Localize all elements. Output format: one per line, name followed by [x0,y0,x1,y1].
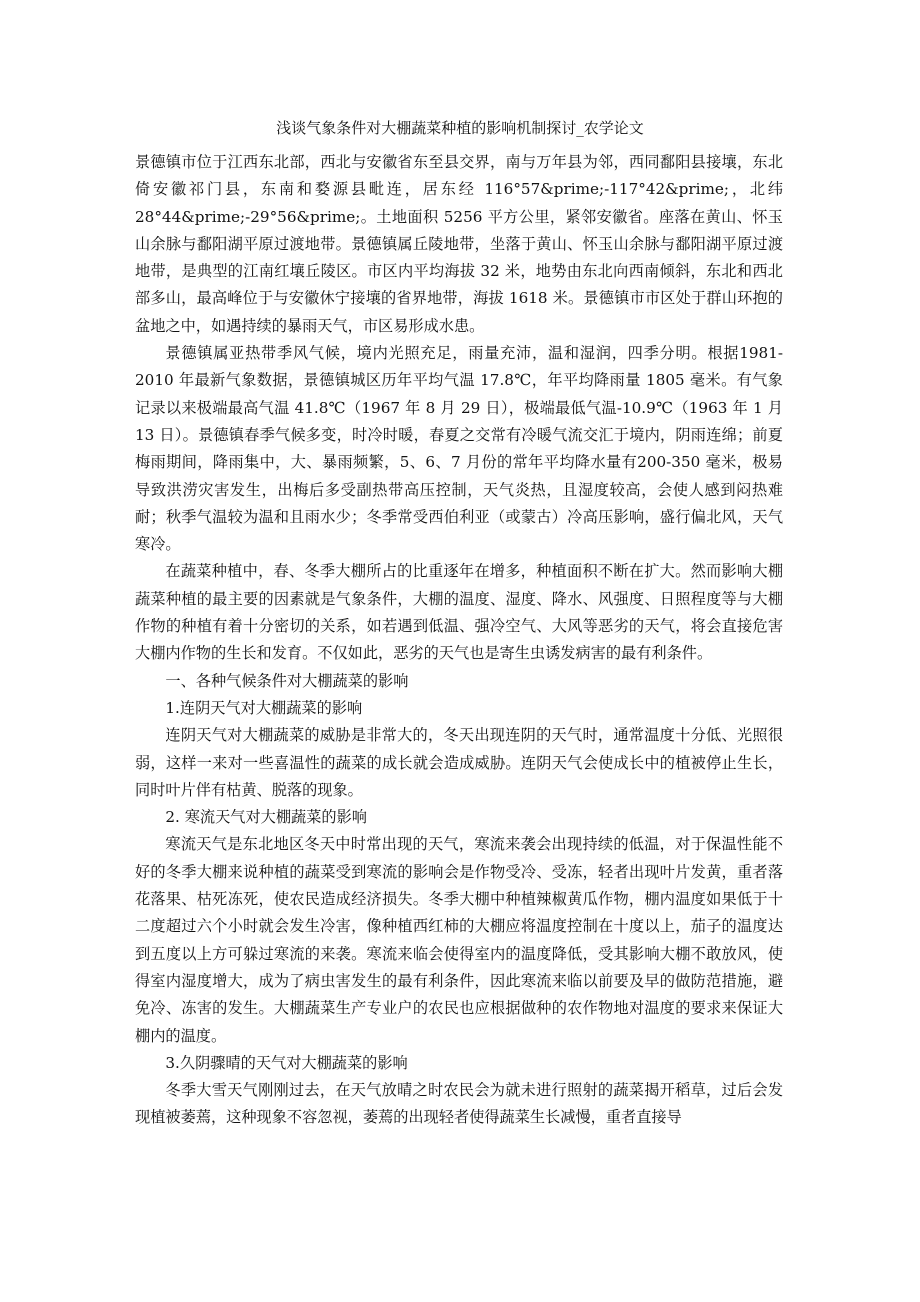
body-paragraph: 冬季大雪天气刚刚过去，在天气放晴之时农民会为就未进行照射的蔬菜揭开稻草，过后会发现植被萎蔫，这种现象不容忽视，萎蔫的出现轻者使得蔬菜生长减慢，重者直接导 [135,1081,783,1127]
body-paragraph: 3.久阴骤晴的天气对大棚蔬菜的影响 [165,1053,408,1072]
document-body [135,149,783,1132]
body-paragraph: 景德镇属亚热带季风气候，境内光照充足，雨量充沛，温和湿润，四季分明。根据1981-2010 年最新气象数据，景德镇城区历年平均气温 17.8℃，年平均降雨量 1805 毫米。有气象记录以来极端最高气温 41.8℃（1967 年 8 月 29 日），极端最低气温-10.9℃（1963 年 1 月 13 日）。景德镇春季气候多变，时冷时暖，春夏之交常有冷暖气流交汇于境内，阴雨连绵；前夏梅雨期间，降雨集中，大、暴雨频繁，5、6、7 月份的常年平均降水量有200-350 毫米，极易导致洪涝灾害发生，出梅后多受副热带高压控制，天气炎热，且湿度较高，会使人感到闷热难耐；秋季气温较为温和且雨水少；冬季常受西伯利亚（或蒙古）冷高压影响，盛行偏北风，天气寒冷。 [135,344,783,554]
body-paragraph: 连阴天气对大棚蔬菜的威胁是非常大的，冬天出现连阴的天气时，通常温度十分低、光照很弱，这样一来对一些喜温性的蔬菜的成长就会造成威胁。连阴天气会使成长中的植被停止生长，同时叶片伴有枯黄、脱落的现象。 [135,726,783,799]
body-paragraph: 一、各种气候条件对大棚蔬菜的影响 [165,671,409,690]
body-paragraph: 在蔬菜种植中，春、冬季大棚所占的比重逐年在增多，种植面积不断在扩大。然而影响大棚蔬菜种植的最主要的因素就是气象条件，大棚的温度、湿度、降水、风强度、日照程度等与大棚作物的种植有着十分密切的关系，如若遇到低温、强冷空气、大风等恶劣的天气，将会直接危害大棚内作物的生长和发育。不仅如此，恶劣的天气也是寄生虫诱发病害的最有利条件。 [135,562,783,663]
document-title: 浅谈气象条件对大棚蔬菜种植的影响机制探讨_农学论文 [276,119,644,137]
body-paragraph: 2. 寒流天气对大棚蔬菜的影响 [165,808,367,827]
body-paragraph: 景德镇市位于江西东北部，西北与安徽省东至县交界，南与万年县为邻，西同鄱阳县接壤，东北倚安徽祁门县，东南和婺源县毗连，居东经 116°57&prime;-117°42&prime;，北纬 28°44&prime;-29°56&prime;。土地面积 5256 平方公里，紧邻安徽省。座落在黄山、怀玉山余脉与鄱阳湖平原过渡地带。景德镇属丘陵地带，坐落于黄山、怀玉山余脉与鄱阳湖平原过渡地带，是典型的江南红壤丘陵区。市区内平均海拔 32 米，地势由东北向西南倾斜，东北和西北部多山，最高峰位于与安徽休宁接壤的省界地带，海拔 1618 米。景德镇市市区处于群山环抱的盆地之中，如遇持续的暴雨天气，市区易形成水患。 [135,153,783,335]
body-paragraph: 1.连阴天气对大棚蔬菜的影响 [165,698,363,717]
body-paragraph: 寒流天气是东北地区冬天中时常出现的天气，寒流来袭会出现持续的低温，对于保温性能不好的冬季大棚来说种植的蔬菜受到寒流的影响会是作物受冷、受冻，轻者出现叶片发黄，重者落花落果、枯死冻死，使农民造成经济损失。冬季大棚中种植辣椒黄瓜作物，棚内温度如果低于十二度超过六个小时就会发生冷害，像种植西红柿的大棚应将温度控制在十度以上，茄子的温度达到五度以上方可躲过寒流的来袭。寒流来临会使得室内的温度降低，受其影响大棚不敢放风，使得室内湿度增大，成为了病虫害发生的最有利条件，因此寒流来临以前要及早的做防范措施，避免冷、冻害的发生。大棚蔬菜生产专业户的农民也应根据做种的农作物地对温度的要求来保证大棚内的温度。 [135,835,783,1045]
